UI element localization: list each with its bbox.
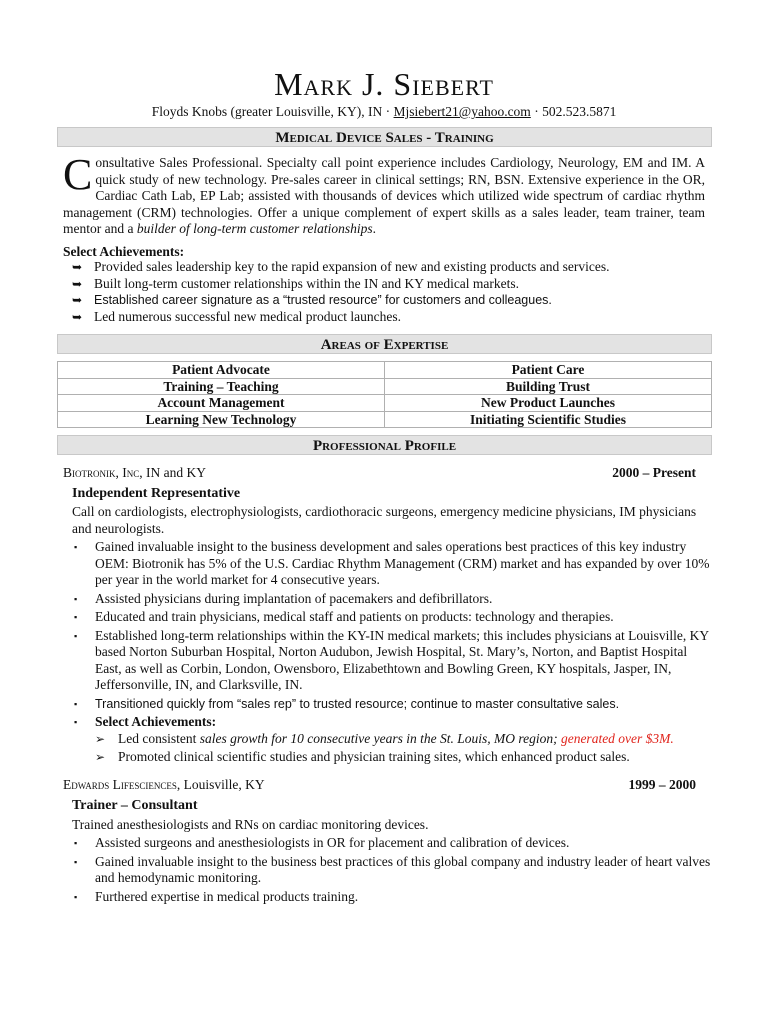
list-item: ▪ Gained invaluable insight to the business development and sales operations best practices of this key industry OEM: Biotronik has 5% of the U.S. Cardiac Rhythm Management (CRM) market and has expanded by over 10% per year in the world market for 4 consecutive years.: [74, 539, 710, 587]
summary-end: .: [372, 221, 376, 236]
responsibility-list: [72, 539, 712, 768]
job-dates: 1999 – 2000: [628, 777, 696, 792]
square-bullet-icon: ▪: [74, 593, 78, 604]
job-description: Call on cardiologists, electrophysiologists, cardiothoracic surgeons, emergency medicine physicians, IM physicians and neurologists.: [72, 504, 697, 536]
list-item: ▪ Established long-term relationships within the KY-IN medical markets; this includes physicians at Louisville, KY based Norton Suburban Hospital, Norton Audubon, Jewish Hospital, St. Mary’s, Norton, and Baptist Hospital East, as well as Corbin, London, Owensboro, Elizabethtown and Bowling Green, KY hospitals, Jasper, IN, Jeffersonville, IN, and Clarksville, IN.: [74, 627, 709, 692]
table-row: [58, 395, 712, 412]
job-location: Louisville, KY: [183, 777, 265, 792]
responsibility-list: [72, 835, 712, 907]
table-cell: Patient Care: [385, 362, 712, 379]
table-cell: Training – Teaching: [58, 378, 385, 395]
list-item: ▪ Furthered expertise in medical products training.: [74, 888, 359, 904]
table-cell: Patient Advocate: [58, 362, 385, 379]
list-item: ➥ Established career signature as a “trusted resource” for customers and colleagues.: [72, 293, 552, 307]
square-bullet-icon: ▪: [74, 630, 78, 641]
table-row: [58, 378, 712, 395]
list-item: ➢ Led consistent sales growth for 10 consecutive years in the St. Louis, MO region; generated over $3M.: [95, 730, 674, 746]
phone: 502.523.5871: [542, 104, 617, 119]
job-description: Trained anesthesiologists and RNs on cardiac monitoring devices.: [72, 817, 429, 832]
list-item: ▪ Assisted surgeons and anesthesiologists in OR for placement and calibration of devices.: [74, 835, 570, 850]
square-bullet-icon: ▪: [74, 612, 78, 622]
job-title: Independent Representative: [72, 486, 241, 501]
separator: ·: [385, 104, 391, 119]
square-bullet-icon: ▪: [74, 698, 78, 709]
job-header: [63, 465, 696, 481]
company-name: Edwards Lifesciences,: [63, 777, 181, 792]
job-dates: 2000 – Present: [612, 465, 696, 480]
expertise-bar: Areas of Expertise: [57, 334, 712, 354]
table-cell: Initiating Scientific Studies: [385, 411, 712, 428]
sub-achievements-list: [95, 731, 712, 766]
headline-bar: Medical Device Sales - Training: [57, 127, 712, 147]
table-cell: Building Trust: [385, 378, 712, 395]
square-bullet-icon: ▪: [74, 717, 78, 727]
summary-italic: builder of long-term customer relationships: [136, 221, 373, 236]
list-item: ▪ Educated and train physicians, medical staff and patients on products: technology and therapies.: [74, 609, 614, 624]
square-bullet-icon: ▪: [74, 856, 78, 867]
achievements-list: [72, 259, 712, 325]
job-header: [63, 777, 696, 793]
table-cell: New Product Launches: [385, 395, 712, 412]
arrow-bullet-icon: ➢: [95, 731, 106, 746]
square-bullet-icon: ▪: [74, 838, 78, 848]
hook-arrow-icon: ➥: [72, 260, 83, 274]
list-item: ➥ Led numerous successful new medical product launches.: [72, 308, 402, 324]
list-item: ➥ Built long-term customer relationships within the IN and KY medical markets.: [72, 275, 520, 291]
table-row: [58, 411, 712, 428]
table-cell: Account Management: [58, 395, 385, 412]
arrow-bullet-icon: ➢: [95, 750, 106, 764]
profile-bar: Professional Profile: [57, 435, 712, 455]
dropcap: C: [63, 150, 93, 199]
hook-arrow-icon: ➥: [72, 276, 83, 291]
list-item: ▪ Assisted physicians during implantation of pacemakers and defibrillators.: [74, 590, 493, 606]
table-row: [58, 362, 712, 379]
list-item: ▪ Transitioned quickly from “sales rep” to trusted resource; continue to master consultative sales.: [74, 696, 620, 711]
expertise-table: [57, 361, 712, 428]
hook-arrow-icon: ➥: [72, 293, 83, 307]
list-item: ▪ Select Achievements: ➢ Led consistent sales growth for 10 consecutive years in the St. Louis, MO region; generated over $3M. ➢ Promoted clinical scientific studies and physician training sites, which enhanced product sales.: [72, 714, 712, 766]
separator: ·: [534, 104, 539, 119]
list-item: ▪ Gained invaluable insight to the business best practices of this global company and industry leader of heart valves and hemodynamic monitoring.: [74, 853, 711, 885]
job-location: IN and KY: [146, 465, 206, 480]
square-bullet-icon: ▪: [74, 891, 78, 902]
company-name: Biotronik, Inc,: [63, 465, 143, 480]
location: Floyds Knobs (greater Louisville, KY), IN: [151, 104, 383, 119]
contact-line: [0, 104, 768, 120]
job-title: Trainer – Consultant: [72, 798, 198, 813]
summary-text: onsultative Sales Professional. Specialty call point experience includes Cardiology, Neurology, EM and IM. A quick study of new technology. Pre-sales career in clinical settings; RN, BSN. Extensive experience in the OR, Cardiac Cath Lab, EP Lab; assisted with thousands of devices which utilized wide spectrum of cardiac rhythm management (CRM) technologies. Offer a unique complement of expert skills as a sales leader, team trainer, team mentor and a: [63, 155, 705, 236]
summary-paragraph: [63, 150, 705, 238]
email-link[interactable]: Mjsiebert21@yahoo.com: [393, 104, 531, 119]
hook-arrow-icon: ➥: [72, 309, 83, 324]
table-cell: Learning New Technology: [58, 411, 385, 428]
list-item: ➢ Promoted clinical scientific studies and physician training sites, which enhanced product sales.: [95, 749, 630, 764]
candidate-name: Mark J. Siebert: [274, 66, 494, 102]
select-achievements-title: Select Achievements:: [63, 244, 185, 259]
square-bullet-icon: ▪: [74, 542, 78, 552]
list-item: ➥ Provided sales leadership key to the rapid expansion of new and existing products and services.: [72, 259, 610, 274]
